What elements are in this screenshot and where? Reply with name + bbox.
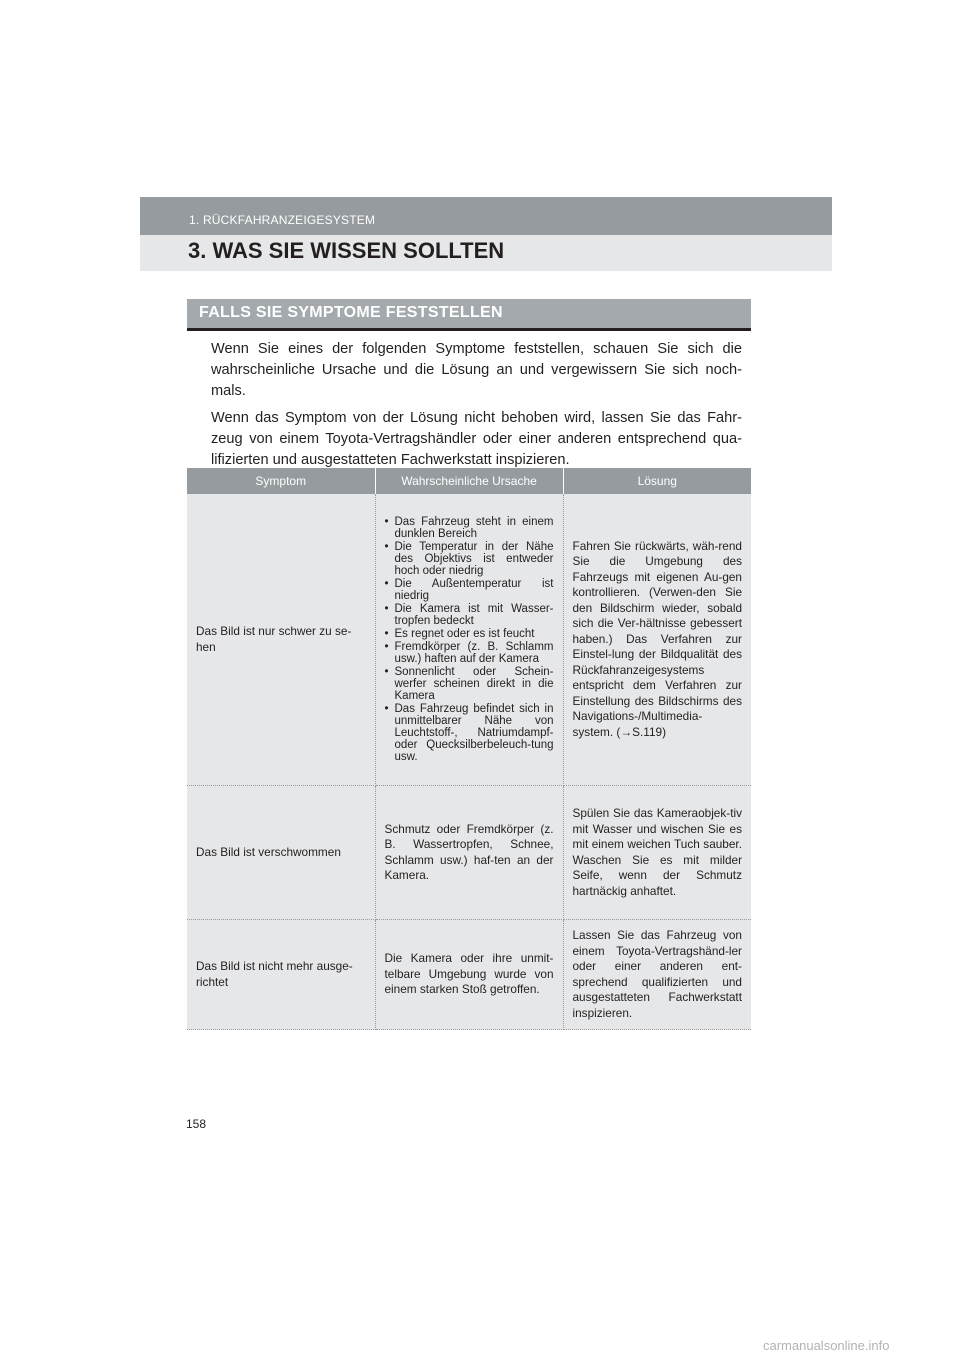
- solution-cell: Spülen Sie das Kameraobjek-tiv mit Wasser und wischen Sie es mit einem weichen Tuch sauber. Waschen Sie es mit milder Seife, wenn der Schmutz hartnäckig anhaftet.: [563, 786, 751, 920]
- cause-cell: [375, 494, 563, 786]
- column-header-solution: Lösung: [563, 468, 751, 494]
- cause-text: Sonnenlicht oder Schein-werfer scheinen direkt in die Kamera: [394, 665, 554, 702]
- section-title: FALLS SIE SYMPTOME FESTSTELLEN: [199, 304, 503, 321]
- table-row: [187, 920, 751, 1030]
- cause-item: [385, 628, 554, 640]
- cause-item: [385, 703, 554, 763]
- cause-text: Die Außentemperatur ist niedrig: [394, 577, 554, 602]
- breadcrumb: 1. RÜCKFAHRANZEIGESYSTEM: [189, 213, 376, 227]
- chapter-header: [140, 197, 832, 271]
- cause-item: [385, 603, 554, 627]
- table-row: [187, 494, 751, 786]
- cause-text: Die Kamera ist mit Wasser-tropfen bedeckt: [394, 602, 554, 627]
- breadcrumb-strip: [140, 197, 832, 235]
- bullet-icon: •: [384, 702, 389, 715]
- cause-text: Das Fahrzeug befindet sich in unmittelbarer Nähe von Leuchtstoff-, Natriumdampf- oder Quecksilberbeleuch-tung usw.: [394, 702, 554, 763]
- cause-item: [385, 541, 554, 577]
- cause-item: [385, 666, 554, 702]
- cause-item: [385, 578, 554, 602]
- page-title: 3. WAS SIE WISSEN SOLLTEN: [188, 238, 505, 263]
- solution-cell: Lassen Sie das Fahrzeug von einem Toyota-Vertragshänd-ler oder einer anderen ent-sprechend qualifizierten und ausgestatteten Fachwerkstatt inspizieren.: [563, 920, 751, 1030]
- bullet-icon: •: [384, 627, 389, 640]
- bullet-icon: •: [384, 540, 389, 553]
- intro-paragraph: Wenn das Symptom von der Lösung nicht behoben wird, lassen Sie das Fahr-zeug von einem Toyota-Vertragshändler oder einer anderen entsprechend qua-lifizierten und ausgestatteten Fachwerkstatt inspizieren.: [211, 410, 742, 468]
- symptom-cell: Das Bild ist nur schwer zu se-hen: [187, 494, 375, 786]
- symptom-table: [187, 468, 751, 1030]
- cause-text: Die Temperatur in der Nähe des Objektivs ist entweder hoch oder niedrig: [394, 540, 554, 577]
- bullet-icon: •: [384, 577, 389, 590]
- symptom-cell: Das Bild ist nicht mehr ausge-richtet: [187, 920, 375, 1030]
- cause-text: Das Fahrzeug steht in einem dunklen Bereich: [394, 515, 554, 540]
- table-header-row: [187, 468, 751, 494]
- intro-paragraph: Wenn Sie eines der folgenden Symptome feststellen, schauen Sie sich die wahrscheinliche Ursache und die Lösung an und vergewissern Sie sich noch-mals.: [211, 341, 742, 399]
- cause-item: [385, 516, 554, 540]
- page-number: 158: [186, 1117, 207, 1131]
- bullet-icon: •: [384, 665, 389, 678]
- solution-cell: Fahren Sie rückwärts, wäh-rend Sie die Umgebung des Fahrzeugs mit eigenen Au-gen kontrollieren. (Verwen-den Sie den Bildschirm wieder, sobald sich die Ver-hältnisse gebessert haben.) Das Verfahren zur Einstel-lung der Bildqualität des Rückfahranzeigesystems entspricht dem Verfahren zur Einstellung des Bildschirms des Navigations-/Multimedia-system. (→S.119): [563, 494, 751, 786]
- bullet-icon: •: [384, 515, 389, 528]
- section-header: [187, 299, 751, 331]
- cause-list: [385, 516, 554, 763]
- symptom-cell: Das Bild ist verschwommen: [187, 786, 375, 920]
- cause-cell: Die Kamera oder ihre unmit-telbare Umgebung wurde von einem starken Stoß getroffen.: [375, 920, 563, 1030]
- cause-cell: Schmutz oder Fremdkörper (z. B. Wassertropfen, Schnee, Schlamm usw.) haf-ten an der Kamera.: [375, 786, 563, 920]
- bullet-icon: •: [384, 602, 389, 615]
- cause-text: Fremdkörper (z. B. Schlamm usw.) haften auf der Kamera: [394, 640, 554, 665]
- cause-text: Es regnet oder es ist feucht: [394, 627, 535, 640]
- bullet-icon: •: [384, 640, 389, 653]
- watermark: carmanualsonline.info: [763, 1338, 890, 1353]
- table-row: [187, 786, 751, 920]
- cause-item: [385, 641, 554, 665]
- column-header-symptom: Symptom: [187, 468, 375, 494]
- column-header-cause: Wahrscheinliche Ursache: [375, 468, 563, 494]
- intro-text: [211, 339, 742, 477]
